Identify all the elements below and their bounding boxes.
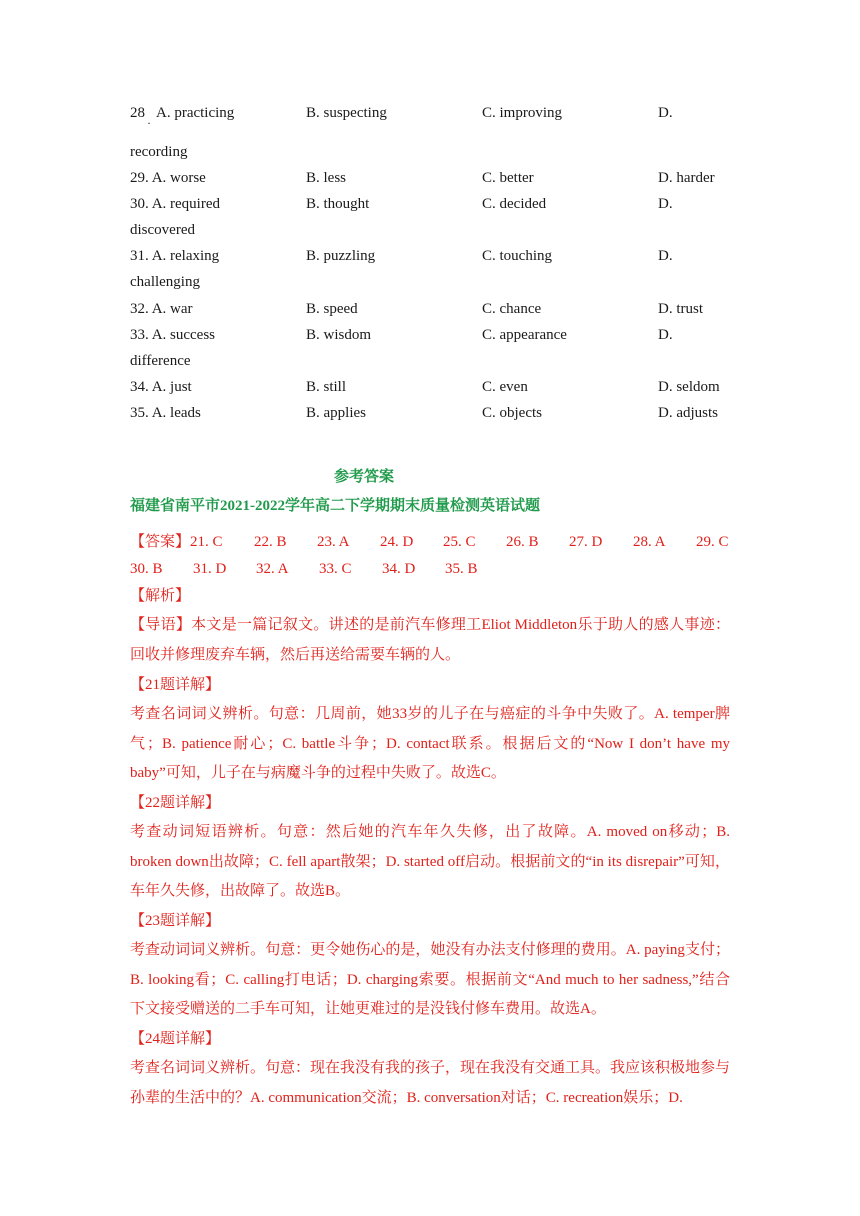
q22-heading: 【22题详解】 [130, 795, 221, 811]
option-b: B. suspecting [306, 105, 387, 121]
option-row-32 [130, 296, 740, 322]
option-b: B. still [306, 379, 347, 395]
option-b: B. applies [306, 405, 366, 421]
option-b: B. puzzling [306, 248, 376, 264]
answer-item: 30. B [130, 561, 163, 577]
option-c: C. touching [482, 248, 552, 264]
q22-explanation: 考查动词短语辨析。句意：然后她的汽车年久失修，出了故障。A. moved on移动；B. broken down出故障；C. fell apart散架；D. started off启动。根据前文的“in its disrepair”可知，车年久失修，出故障了。故选B。 [130, 824, 730, 899]
option-d-wrap: recording [130, 144, 188, 160]
option-d: D. [658, 327, 673, 343]
answer-item: 25. C [443, 534, 476, 550]
option-row-33 [130, 322, 740, 348]
q24-heading: 【24题详解】 [130, 1031, 221, 1047]
answer-item: 32. A [256, 561, 289, 577]
q21-heading: 【21题详解】 [130, 677, 221, 693]
option-a: 30. A. required [130, 196, 220, 212]
q23-heading: 【23题详解】 [130, 913, 221, 929]
option-c: C. appearance [482, 327, 567, 343]
option-row-35 [130, 400, 740, 426]
option-a: 29. A. worse [130, 170, 206, 186]
dot-mark: · [147, 116, 151, 130]
option-row-28 [130, 100, 740, 126]
answer-item: 26. B [506, 534, 539, 550]
answer-item: 31. D [193, 561, 227, 577]
option-d: D. adjusts [658, 405, 718, 421]
option-a: 31. A. relaxing [130, 248, 220, 264]
option-d: D. [658, 196, 673, 212]
question-number: 28 [130, 105, 145, 121]
option-d-wrap: discovered [130, 222, 195, 238]
option-c: C. better [482, 170, 534, 186]
answer-item: 27. D [569, 534, 603, 550]
option-row-31 [130, 243, 740, 269]
q24-explanation: 考查名词词义辨析。句意：现在我没有我的孩子，现在我没有交通工具。我应该积极地参与孙辈的生活中的？A. communication交流；B. conversation对话；C. recreation娱乐；D. [130, 1060, 731, 1106]
option-c: C. chance [482, 301, 542, 317]
option-d: D. harder [658, 170, 715, 186]
option-a: 33. A. success [130, 327, 216, 343]
option-b: B. less [306, 170, 347, 186]
exam-title: 福建省南平市2021-2022学年高二下学期期末质量检测英语试题 [130, 498, 540, 514]
option-c: C. objects [482, 405, 542, 421]
option-b: B. speed [306, 301, 358, 317]
option-d: D. [658, 105, 673, 121]
option-d: D. trust [658, 301, 703, 317]
option-row-34 [130, 374, 740, 400]
option-b: B. wisdom [306, 327, 372, 343]
guide-paragraph: 【导语】本文是一篇记叙文。讲述的是前汽车修理工Eliot Middleton乐于助人的感人事迹：回收并修理废弃车辆，然后再送给需要车辆的人。 [130, 617, 730, 663]
answer-item: 24. D [380, 534, 414, 550]
option-d: D. [658, 248, 673, 264]
option-d-wrap: difference [130, 353, 191, 369]
option-a: 34. A. just [130, 379, 192, 395]
option-c: C. even [482, 379, 528, 395]
option-a: 35. A. leads [130, 405, 201, 421]
answer-label: 【答案】 [130, 534, 191, 550]
option-a: A. practicing [156, 105, 235, 121]
option-a: 32. A. war [130, 301, 193, 317]
answer-item: 28. A [633, 534, 666, 550]
q21-explanation: 考查名词词义辨析。句意：几周前，她33岁的儿子在与癌症的斗争中失败了。A. temper脾气；B. patience耐心；C. battle斗争；D. contact联系。根据后文的“Now I don’t have my baby”可知，儿子在与病魔斗争的过程中失败了。故选C。 [130, 706, 730, 781]
answer-item: 34. D [382, 561, 416, 577]
answer-item: 21. C [190, 534, 223, 550]
option-row-29 [130, 165, 740, 191]
option-b: B. thought [306, 196, 370, 212]
reference-answer-title: 参考答案 [334, 469, 395, 485]
answer-item: 33. C [319, 561, 352, 577]
option-d: D. seldom [658, 379, 720, 395]
answer-item: 35. B [445, 561, 478, 577]
q23-explanation: 考查动词词义辨析。句意：更令她伤心的是，她没有办法支付修理的费用。A. paying支付；B. looking看；C. calling打电话；D. charging索要。根据前文“And much to her sadness,”结合下文接受赠送的二手车可知，让她更难过的是没钱付修车费用。故选A。 [130, 942, 730, 1017]
answer-item: 23. A [317, 534, 350, 550]
analysis-label: 【解析】 [130, 588, 191, 604]
answer-item: 29. C [696, 534, 729, 550]
option-c: C. decided [482, 196, 547, 212]
option-c: C. improving [482, 105, 563, 121]
option-row-30 [130, 191, 740, 217]
option-d-wrap: challenging [130, 274, 200, 290]
answer-item: 22. B [254, 534, 287, 550]
